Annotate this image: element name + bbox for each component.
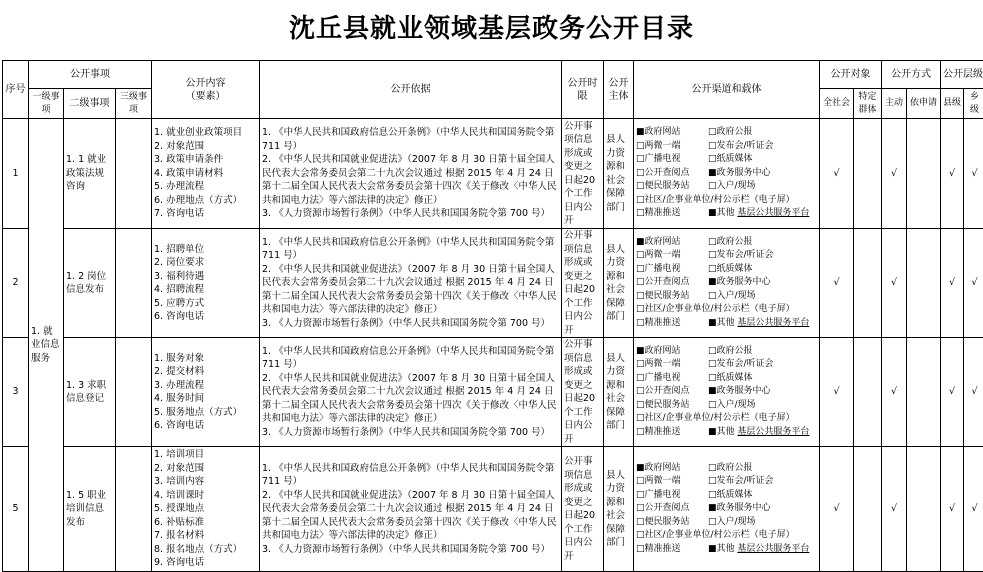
header-on-request: 依申请 [907,89,941,119]
level1-item: 1. 就业信息服务 [29,119,64,572]
check-active: √ [882,229,907,338]
channel-option: □广播电视 [636,263,708,277]
content-item: 2. 提交材料 [154,365,257,379]
level3-item [116,229,152,338]
row-seq: 3 [3,338,29,447]
channel-option: □入户/现场 [708,399,756,413]
content-item: 5. 服务地点（方式） [154,406,257,420]
content-item: 9. 咨询电话 [154,556,257,570]
row-seq: 2 [3,229,29,338]
channel-option: □便民服务站 [636,399,708,413]
check-specific-group [854,119,882,229]
check-all-society: √ [820,338,854,447]
table-row [3,229,983,338]
channel-option: ■其他 [708,207,735,221]
check-on-request [907,229,941,338]
channel-option: ■其他 [708,543,735,557]
content-list [152,447,260,572]
content-list [152,119,260,229]
check-active: √ [882,338,907,447]
check-township: √ [964,338,983,447]
basis-cell [260,447,562,572]
basis-cell [260,119,562,229]
check-county: √ [941,338,964,447]
content-item: 4. 服务时间 [154,392,257,406]
check-on-request [907,338,941,447]
content-list [152,338,260,447]
check-active: √ [882,447,907,572]
subject-cell: 县人力资源和社会保障部门 [604,447,634,572]
channel-cell [634,447,820,572]
channel-option: ■政府网站 [636,236,708,250]
check-on-request [907,447,941,572]
channel-option: 基层公共服务平台 [737,317,809,331]
check-township: √ [964,229,983,338]
basis-cell [260,338,562,447]
check-township: √ [964,447,983,572]
time-cell: 公开事项信息形成或变更之日起20个工作日内公开 [562,119,604,229]
content-item: 5. 应聘方式 [154,297,257,311]
header-county: 县级 [941,89,964,119]
time-cell: 公开事项信息形成或变更之日起20个工作日内公开 [562,229,604,338]
page-title: 沈丘县就业领域基层政务公开目录 [0,8,983,45]
content-item: 1. 服务对象 [154,352,257,366]
channel-option: □两微一端 [636,358,708,372]
channel-option: □两微一端 [636,140,708,154]
channel-option: □政府公报 [708,236,753,250]
channel-option: □政府公报 [708,462,753,476]
channel-option: □发布会/听证会 [708,475,774,489]
level2-item: 1. 3 求职信息登记 [64,338,116,447]
channel-option: □社区/企事业单位/村公示栏（电子屏） [636,529,708,543]
content-list [152,229,260,338]
subject-cell: 县人力资源和社会保障部门 [604,229,634,338]
channel-option: □入户/现场 [708,290,756,304]
content-item: 6. 办理地点（方式） [154,194,257,208]
channel-option: □发布会/听证会 [708,358,774,372]
time-cell: 公开事项信息形成或变更之日起20个工作日内公开 [562,338,604,447]
content-item: 4. 政策申请材料 [154,167,257,181]
channel-option: 基层公共服务平台 [737,543,809,557]
channel-option: ■政务服务中心 [708,276,771,290]
level3-item [116,119,152,229]
content-item: 6. 咨询电话 [154,419,257,433]
channel-option: □入户/现场 [708,516,756,530]
channel-option: □公开查阅点 [636,167,708,181]
channel-option: ■政务服务中心 [708,502,771,516]
content-item: 2. 对象范围 [154,462,257,476]
channel-option: □精准推送 [636,317,708,331]
table-body [3,119,983,572]
channel-cell [634,119,820,229]
header-township: 乡级 [964,89,983,119]
channel-option: □广播电视 [636,489,708,503]
channel-option: □社区/企事业单位/村公示栏（电子屏） [636,412,708,426]
channel-cell [634,229,820,338]
channel-option: □发布会/听证会 [708,140,774,154]
channel-option: □纸质媒体 [708,489,753,503]
content-item: 3. 福利待遇 [154,270,257,284]
level3-item [116,338,152,447]
check-specific-group [854,447,882,572]
header-object: 公开对象 [820,61,882,89]
basis-item: 1. 《中华人民共和国政府信息公开条例》（中华人民共和国国务院令第 711 号） [262,126,559,153]
check-active: √ [882,119,907,229]
content-item: 6. 补贴标准 [154,516,257,530]
basis-item: 2. 《中华人民共和国就业促进法》（2007 年 8 月 30 日第十届全国人民代表大会常务委员会第二十九次会议通过 根据 2015 年 4 月 24 日第十二届全国人民代表大会常务委员会第十四次《关于修改〈中华人民共和国电力法〉等六部法律的决定》修正） [262,153,559,207]
channel-option: 基层公共服务平台 [737,207,809,221]
channel-option: □精准推送 [636,207,708,221]
channel-option: 基层公共服务平台 [737,426,809,440]
basis-item: 2. 《中华人民共和国就业促进法》（2007 年 8 月 30 日第十届全国人民代表大会常务委员会第二十九次会议通过 根据 2015 年 4 月 24 日第十二届全国人民代表大会常务委员会第十四次《关于修改〈中华人民共和国电力法〉等六部法律的决定》修正） [262,263,559,317]
content-item: 7. 报名材料 [154,529,257,543]
channel-option: □公开查阅点 [636,276,708,290]
header-content: 公开内容 （要素） [152,61,260,119]
header-level: 公开层级 [941,61,983,89]
header-items: 公开事项 [29,61,152,89]
check-county: √ [941,119,964,229]
header-level1: 一级事项 [29,89,64,119]
basis-item: 1. 《中华人民共和国政府信息公开条例》（中华人民共和国国务院令第 711 号） [262,236,559,263]
content-item: 6. 咨询电话 [154,310,257,324]
channel-option: ■政务服务中心 [708,385,771,399]
level3-item [116,447,152,572]
row-seq: 5 [3,447,29,572]
basis-item: 3. 《人力资源市场暂行条例》（中华人民共和国国务院令第 700 号） [262,426,559,440]
channel-option: ■政府网站 [636,126,708,140]
basis-item: 2. 《中华人民共和国就业促进法》（2007 年 8 月 30 日第十届全国人民代表大会常务委员会第二十九次会议通过 根据 2015 年 4 月 24 日第十二届全国人民代表大会常务委员会第十四次《关于修改〈中华人民共和国电力法〉等六部法律的决定》修正） [262,372,559,426]
content-item: 7. 咨询电话 [154,207,257,221]
channel-cell [634,338,820,447]
channel-option: □精准推送 [636,543,708,557]
channel-option: □便民服务站 [636,290,708,304]
content-item: 3. 培训内容 [154,475,257,489]
channel-option: □社区/企事业单位/村公示栏（电子屏） [636,194,708,208]
check-all-society: √ [820,447,854,572]
channel-option: □政府公报 [708,345,753,359]
time-cell: 公开事项信息形成或变更之日起20个工作日内公开 [562,447,604,572]
check-on-request [907,119,941,229]
subject-cell: 县人力资源和社会保障部门 [604,119,634,229]
level2-item: 1. 2 岗位信息发布 [64,229,116,338]
basis-item: 3. 《人力资源市场暂行条例》（中华人民共和国国务院令第 700 号） [262,317,559,331]
channel-option: □广播电视 [636,153,708,167]
header-specific-group: 特定群体 [854,89,882,119]
channel-option: ■其他 [708,317,735,331]
table-row [3,119,983,229]
channel-option: □入户/现场 [708,180,756,194]
header-time: 公开时限 [562,61,604,119]
channel-option: □纸质媒体 [708,153,753,167]
content-item: 5. 办理流程 [154,180,257,194]
check-specific-group [854,338,882,447]
channel-option: □政府公报 [708,126,753,140]
level2-item: 1. 1 就业政策法规咨询 [64,119,116,229]
channel-option: □公开查阅点 [636,502,708,516]
header-basis: 公开依据 [260,61,562,119]
content-item: 2. 对象范围 [154,140,257,154]
channel-option: □纸质媒体 [708,372,753,386]
basis-item: 3. 《人力资源市场暂行条例》（中华人民共和国国务院令第 700 号） [262,207,559,221]
header-active: 主动 [882,89,907,119]
subject-cell: 县人力资源和社会保障部门 [604,338,634,447]
table-row [3,338,983,447]
header-level2: 二级事项 [64,89,116,119]
basis-item: 2. 《中华人民共和国就业促进法》（2007 年 8 月 30 日第十届全国人民代表大会常务委员会第二十九次会议通过 根据 2015 年 4 月 24 日第十二届全国人民代表大会常务委员会第十四次《关于修改〈中华人民共和国电力法〉等六部法律的决定》修正） [262,489,559,543]
channel-option: ■其他 [708,426,735,440]
check-all-society: √ [820,119,854,229]
content-item: 4. 招聘流程 [154,283,257,297]
channel-option: □发布会/听证会 [708,249,774,263]
level2-item: 1. 5 职业培训信息发布 [64,447,116,572]
channel-option: ■政府网站 [636,345,708,359]
content-item: 1. 培训项目 [154,448,257,462]
content-item: 3. 政策申请条件 [154,153,257,167]
check-county: √ [941,229,964,338]
header-all-society: 全社会 [820,89,854,119]
header-channel: 公开渠道和载体 [634,61,820,119]
header-method: 公开方式 [882,61,941,89]
content-item: 1. 就业创业政策项目 [154,126,257,140]
catalog-table [2,60,983,572]
basis-item: 1. 《中华人民共和国政府信息公开条例》（中华人民共和国国务院令第 711 号） [262,345,559,372]
header-seq: 序号 [3,61,29,119]
header-subject: 公开主体 [604,61,634,119]
basis-item: 1. 《中华人民共和国政府信息公开条例》（中华人民共和国国务院令第 711 号） [262,462,559,489]
check-specific-group [854,229,882,338]
check-all-society: √ [820,229,854,338]
check-county: √ [941,447,964,572]
content-item: 4. 培训课时 [154,489,257,503]
table-row [3,447,983,572]
channel-option: □纸质媒体 [708,263,753,277]
header-level3: 三级事项 [116,89,152,119]
row-seq: 1 [3,119,29,229]
basis-cell [260,229,562,338]
content-item: 3. 办理流程 [154,379,257,393]
channel-option: □两微一端 [636,249,708,263]
content-item: 1. 招聘单位 [154,243,257,257]
channel-option: □广播电视 [636,372,708,386]
channel-option: ■政务服务中心 [708,167,771,181]
channel-option: □公开查阅点 [636,385,708,399]
channel-option: □社区/企事业单位/村公示栏（电子屏） [636,303,708,317]
content-item: 8. 报名地点（方式） [154,543,257,557]
basis-item: 3. 《人力资源市场暂行条例》（中华人民共和国国务院令第 700 号） [262,543,559,557]
channel-option: □便民服务站 [636,516,708,530]
content-item: 2. 岗位要求 [154,256,257,270]
content-item: 5. 授课地点 [154,502,257,516]
channel-option: ■政府网站 [636,462,708,476]
check-township: √ [964,119,983,229]
channel-option: □精准推送 [636,426,708,440]
channel-option: □便民服务站 [636,180,708,194]
channel-option: □两微一端 [636,475,708,489]
